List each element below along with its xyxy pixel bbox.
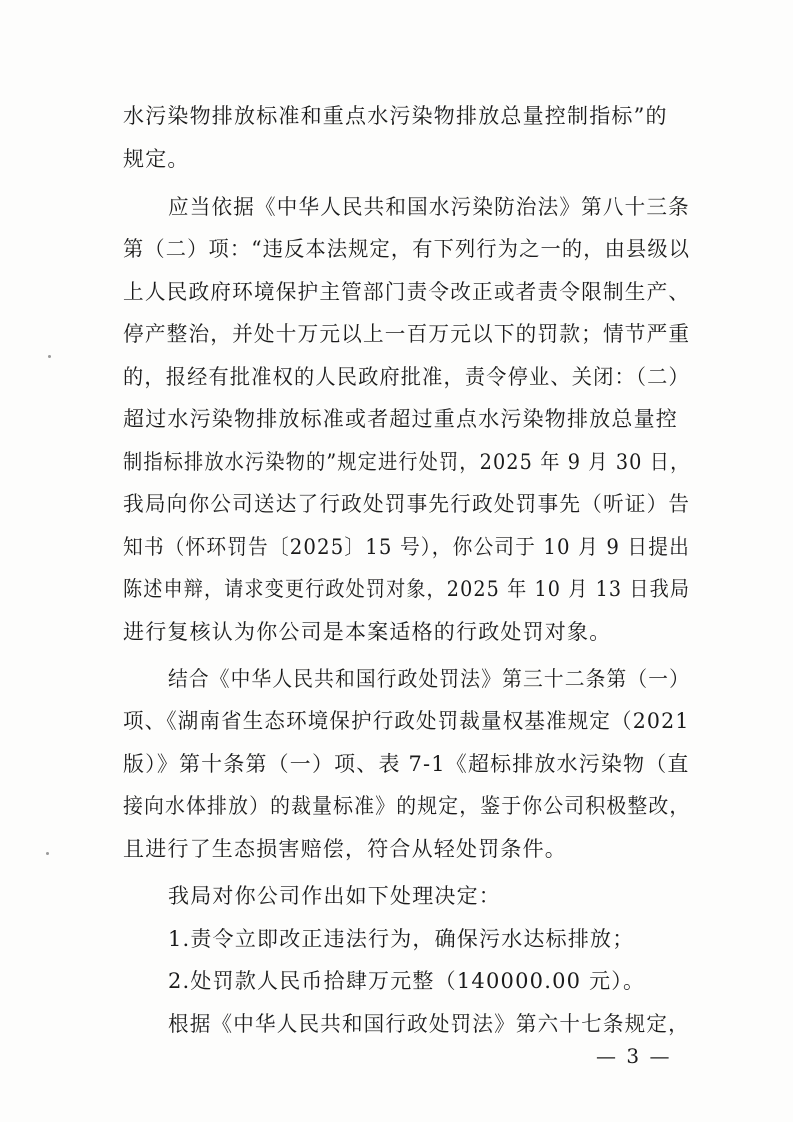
text-line: 我局向你公司送达了行政处罚事先行政处罚事先（听证）告 — [123, 492, 691, 516]
text-line: 规定。 — [123, 147, 190, 171]
page-number: — 3 — — [596, 1044, 672, 1068]
text-line: 知书（怀环罚告〔2025〕15 号），你公司于 10 月 9 日提出 — [123, 535, 690, 559]
text-line: 接向水体排放）的裁量标准》的规定，鉴于你公司积极整改， — [123, 794, 691, 818]
scan-speck — [48, 355, 51, 358]
text-line: 版）》第十条第（一）项、表 7-1《超标排放水污染物（直 — [123, 752, 690, 776]
text-line: 上人民政府环境保护主管部门责令改正或者责令限制生产、 — [123, 280, 691, 304]
text-line: 2.处罚款人民币拾肆万元整（140000.00 元）。 — [168, 969, 646, 993]
text-line: 结合《中华人民共和国行政处罚法》第三十二条第（一） — [168, 667, 690, 691]
text-line: 我局对你公司作出如下处理决定： — [168, 884, 501, 908]
text-line: 超过水污染物排放标准或者超过重点水污染物排放总量控 — [123, 407, 678, 431]
text-line: 且进行了生态损害赔偿，符合从轻处罚条件。 — [123, 837, 567, 861]
text-line: 第（二）项：“违反本法规定，有下列行为之一的，由县级以 — [123, 237, 691, 261]
text-line: 根据《中华人民共和国行政处罚法》第六十七条规定， — [168, 1012, 690, 1036]
text-line: 进行复核认为你公司是本案适格的行政处罚对象。 — [123, 620, 612, 644]
text-line: 应当依据《中华人民共和国水污染防治法》第八十三条 — [168, 195, 690, 219]
text-line: 的，报经有批准权的人民政府批准，责令停业、关闭：（二） — [123, 365, 690, 389]
text-line: 陈述申辩，请求变更行政处罚对象，2025 年 10 月 13 日我局 — [123, 577, 691, 601]
text-line: 水污染物排放标准和重点水污染物排放总量控制指标”的 — [123, 104, 668, 128]
text-line: 1.责令立即改正违法行为，确保污水达标排放； — [168, 927, 635, 951]
text-line: 停产整治，并处十万元以上一百万元以下的罚款；情节严重 — [123, 322, 691, 346]
text-line: 制指标排放水污染物的”规定进行处罚，2025 年 9 月 30 日， — [123, 450, 691, 474]
text-line: 项、《湖南省生态环境保护行政处罚裁量权基准规定（2021 — [123, 709, 690, 733]
scan-speck — [46, 852, 49, 855]
